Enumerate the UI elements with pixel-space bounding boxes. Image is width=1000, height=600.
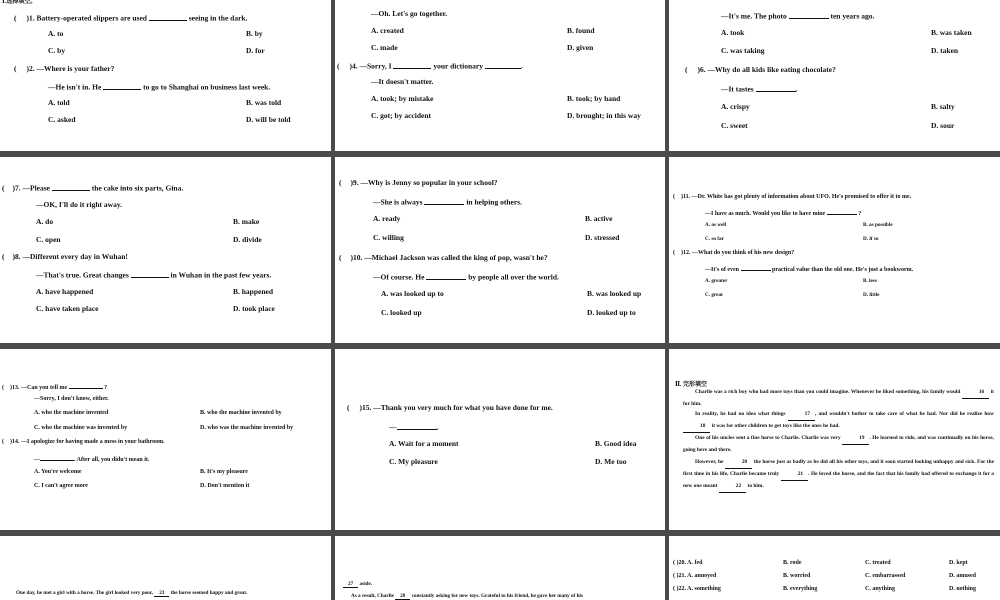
q4-option-b[interactable]: B. took; by hand: [567, 94, 621, 103]
q20-option-b[interactable]: B. rode: [783, 560, 802, 566]
q12-line2: —It's of even practical value than the old one. He's just a bookworm.: [705, 264, 913, 273]
q13-option-c[interactable]: C. who the machine was invented by: [34, 425, 128, 431]
q20-option-c[interactable]: C. treated: [865, 560, 891, 566]
q11-option-d[interactable]: D. if so: [863, 236, 879, 242]
q14-option-c[interactable]: C. I can't agree more: [34, 483, 88, 489]
q22-option-b[interactable]: B. everything: [783, 586, 818, 592]
q22-option-c[interactable]: C. anything: [865, 586, 896, 592]
blank-17: 17: [788, 409, 815, 421]
q7-line2: —OK, I'll do it right away.: [36, 200, 123, 209]
blank-23: 23: [154, 590, 169, 597]
q2-option-b[interactable]: B. was told: [246, 98, 282, 107]
q11-option-b[interactable]: B. as possible: [863, 222, 893, 228]
question-12: ( )12. —What do you think of his new design?: [673, 250, 795, 256]
q4-option-d[interactable]: D. brought; in this way: [567, 111, 641, 120]
q3-option-c[interactable]: C. made: [371, 43, 398, 52]
question-9: ( )9. —Why is Jenny so popular in your school?: [339, 178, 498, 187]
q10-option-d[interactable]: D. looked up to: [587, 308, 636, 317]
cloze-paragraph-2: In reality, he had no idea what things 17 , and wouldn't bother to take care of what he had. Nor did he realize how 18 it was for other children to get toys like the ones he had.: [683, 409, 994, 433]
panel-questions-13-14: [0, 349, 331, 530]
q9-option-d[interactable]: D. stressed: [585, 233, 620, 242]
q11-option-a[interactable]: A. as well: [705, 222, 727, 228]
question-11: ( )11. —Dr. White has got plenty of information about UFO. He's promised to offer it to me.: [673, 194, 912, 200]
question-2: ( )2. —Where is your father?: [14, 64, 115, 73]
question-6: ( )6. —Why do all kids like eating chocolate?: [685, 65, 836, 74]
panel-questions-3-4: [335, 0, 665, 151]
question-1: ( )1. Battery-operated slippers are used seeing in the dark.: [14, 13, 248, 23]
q3-option-a[interactable]: A. created: [371, 26, 404, 35]
q6-option-c[interactable]: C. sweet: [721, 121, 748, 130]
cloze-paragraph-4: However, he 20 the horse just as badly as he did all his other toys, and it soon started looking unhappy and sick. For the first time in his life, Charlie became truly 21 . He loved the horse, and the fact that his family had offered to exchange it for a new one meant 22 to him.: [683, 457, 994, 493]
q21-label: ( )21. A. annoyed: [673, 573, 717, 579]
panel-passage-continued: [0, 536, 331, 600]
q11-option-c[interactable]: C. so far: [705, 236, 724, 242]
q12-option-b[interactable]: B. less: [863, 278, 877, 284]
q15-line2: — .: [389, 422, 439, 432]
q5-option-b[interactable]: B. was taken: [931, 28, 972, 37]
q4-line2: —It doesn't matter.: [371, 77, 434, 86]
q6-line2: —It tastes .: [721, 84, 798, 94]
q22-label: ( )22. A. something: [673, 586, 721, 592]
q8-option-d[interactable]: D. took place: [233, 304, 275, 313]
q12-option-c[interactable]: C. great: [705, 292, 723, 298]
blank-21: 21: [781, 469, 808, 481]
q5-option-c[interactable]: C. was taking: [721, 46, 765, 55]
q9-option-b[interactable]: B. active: [585, 214, 613, 223]
passage-line-27: 27 aside.: [343, 581, 372, 588]
q14-option-a[interactable]: A. You're welcome: [34, 469, 82, 475]
passage-line-28: As a result, Charlie 28 constantly asking for new toys. Grateful to his friend, he gave her many of his: [351, 593, 583, 599]
q14-option-d[interactable]: D. Don't mention it: [200, 483, 250, 489]
q6-option-d[interactable]: D. sour: [931, 121, 955, 130]
q21-option-c[interactable]: C. embarrassed: [865, 573, 906, 579]
cloze-paragraph-1: Charlie was a rich boy who had more toys than you could imagine. Whenever he liked something, his family would 16 it for him.: [683, 389, 994, 407]
section-heading-cut: Ⅰ.选择填空。: [2, 0, 37, 5]
q7-option-d[interactable]: D. divide: [233, 235, 262, 244]
q8-option-b[interactable]: B. happened: [233, 287, 274, 296]
q3-option-b[interactable]: B. found: [567, 26, 595, 35]
q21-option-d[interactable]: D. amused: [949, 573, 977, 579]
q6-option-a[interactable]: A. crispy: [721, 102, 750, 111]
q10-line2: —Of course. He by people all over the world.: [373, 272, 559, 282]
q8-line2: —That's true. Great changes in Wuhan in the past few years.: [36, 270, 272, 280]
question-4: ( )4. —Sorry, I your dictionary .: [337, 61, 523, 71]
q1-option-c[interactable]: C. by: [48, 46, 66, 55]
q7-option-b[interactable]: B. make: [233, 217, 260, 226]
q21-option-b[interactable]: B. worried: [783, 573, 811, 579]
q12-option-d[interactable]: D. little: [863, 292, 880, 298]
question-10: ( )10. —Michael Jackson was called the king of pop, wasn't he?: [339, 253, 548, 262]
blank-18: 18: [683, 421, 710, 433]
panel-question-15: [335, 349, 665, 530]
q11-line2: —I have as much. Would you like to have mine ?: [705, 208, 861, 217]
q3-line: —Oh. Let's go together.: [371, 9, 448, 18]
q6-option-b[interactable]: B. salty: [931, 102, 955, 111]
panel-questions-11-12: [669, 157, 1000, 343]
q5-option-d[interactable]: D. taken: [931, 46, 959, 55]
q10-option-b[interactable]: B. was looked up: [587, 289, 642, 298]
panel-passage-continued-2: [335, 536, 665, 600]
passage-line: One day, he met a girl with a horse. The girl looked very poor, 23 the horse seemed happy and great.: [16, 590, 248, 596]
panel-cloze-passage: [669, 349, 1000, 530]
q14-option-b[interactable]: B. It's my pleasure: [200, 469, 248, 475]
q20-label: ( )20. A. fed: [673, 560, 703, 566]
panel-questions-9-10: [335, 157, 665, 343]
question-15: ( )15. —Thank you very much for what you have done for me.: [347, 403, 553, 412]
blank-20: 20: [725, 457, 752, 469]
q7-option-c[interactable]: C. open: [36, 235, 61, 244]
q1-option-a[interactable]: A. to: [48, 29, 64, 38]
panel-questions-5-6: [669, 0, 1000, 151]
q13-option-d[interactable]: D. who was the machine invented by: [200, 425, 294, 431]
q2-option-c[interactable]: C. asked: [48, 115, 76, 124]
blank-22: 22: [719, 481, 746, 493]
blank-16: 16: [962, 387, 989, 399]
question-13: ( )13. —Can you tell me ?: [2, 382, 107, 391]
question-14: ( )14. —I apologize for having made a mess in your bathroom.: [2, 439, 165, 445]
blank-27: 27: [343, 581, 358, 588]
q5-line: —It's me. The photo ten years ago.: [721, 11, 875, 21]
q2-option-a[interactable]: A. told: [48, 98, 70, 107]
q8-option-c[interactable]: C. have taken place: [36, 304, 99, 313]
q3-option-d[interactable]: D. given: [567, 43, 594, 52]
q12-option-a[interactable]: A. greater: [705, 278, 728, 284]
q9-option-a[interactable]: A. ready: [373, 214, 401, 223]
q7-option-a[interactable]: A. do: [36, 217, 54, 226]
question-8: ( )8. —Different every day in Wuhan!: [2, 252, 128, 261]
cloze-paragraph-3: One of his uncles sent a fine horse to Charlie. Charlie was very 19 . He learned to ride, and was continually on his horse, going here and there.: [683, 435, 994, 453]
q13-option-b[interactable]: B. who the machine invented by: [200, 410, 282, 416]
q22-option-d[interactable]: D. nothing: [949, 586, 977, 592]
blank-28: 28: [395, 593, 410, 600]
q2-line2: —He isn't in. He to go to Shanghai on business last week.: [48, 82, 271, 92]
q9-line2: —She is always in helping others.: [373, 197, 522, 207]
panel-questions-7-8: [0, 157, 331, 343]
q5-option-a[interactable]: A. took: [721, 28, 745, 37]
q15-option-b[interactable]: B. Good idea: [595, 439, 637, 448]
q15-option-a[interactable]: A. Wait for a moment: [389, 439, 459, 448]
cloze-title: Ⅱ. 完形填空: [675, 382, 708, 388]
q15-option-d[interactable]: D. Me too: [595, 457, 627, 466]
q4-option-c[interactable]: C. got; by accident: [371, 111, 431, 120]
q10-option-c[interactable]: C. looked up: [381, 308, 422, 317]
q9-option-c[interactable]: C. willing: [373, 233, 404, 242]
panel-questions-1-2: [0, 0, 331, 151]
blank-19: 19: [842, 433, 869, 445]
panel-cloze-options: [669, 536, 1000, 600]
question-7: ( )7. —Please the cake into six parts, Gina.: [2, 183, 184, 193]
q15-option-c[interactable]: C. My pleasure: [389, 457, 438, 466]
q8-option-a[interactable]: A. have happened: [36, 287, 94, 296]
q13-line2: —Sorry, I don't know, either.: [34, 396, 109, 402]
q2-option-d[interactable]: D. will be told: [246, 115, 291, 124]
q1-option-d[interactable]: D. for: [246, 46, 265, 55]
q13-option-a[interactable]: A. who the machine invented: [34, 410, 109, 416]
q20-option-d[interactable]: D. kept: [949, 560, 968, 566]
q10-option-a[interactable]: A. was looked up to: [381, 289, 444, 298]
q14-line2: — . After all, you didn't mean it.: [34, 454, 149, 463]
q1-option-b[interactable]: B. by: [246, 29, 263, 38]
q4-option-a[interactable]: A. took; by mistake: [371, 94, 434, 103]
